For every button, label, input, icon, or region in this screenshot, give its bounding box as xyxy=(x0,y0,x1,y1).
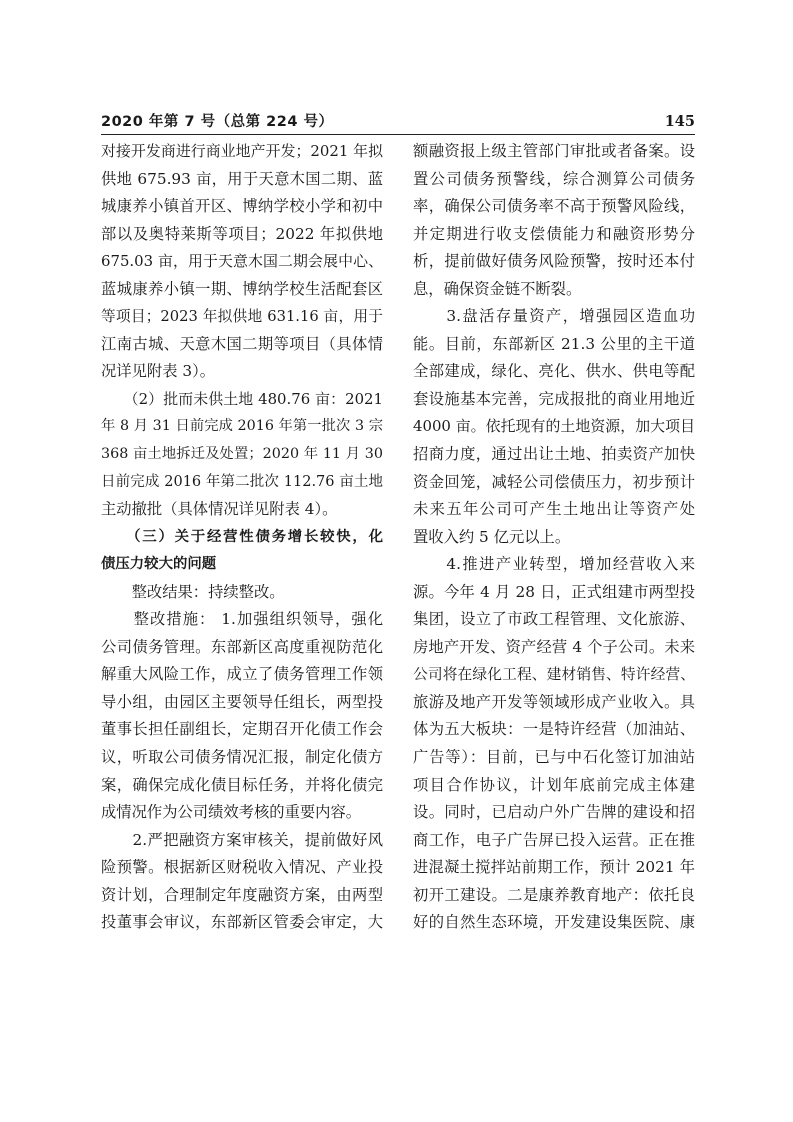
text-line: 旅游及地产开发等领域形成产业收入。具 xyxy=(413,692,695,711)
text-line: 未来五年公司可产生土地出让等资产处 xyxy=(413,500,695,519)
text-line: 额融资报上级主管部门审批或者备案。设 xyxy=(413,142,695,160)
text-line: 项目合作协议，计划年底前完成主体建 xyxy=(413,775,695,794)
text-line: 源。今年 4 月 28 日，正式组建市两型投 xyxy=(413,582,695,601)
text-line: 集团，设立了市政工程管理、文化旅游、 xyxy=(413,610,695,629)
text-line: 368 亩土地拆迁及处置；2020 年 11 月 30 xyxy=(101,446,383,463)
text-line: 整改结果：持续整改。 xyxy=(101,582,285,601)
text-line: 率，确保公司债务率不高于预警风险线， xyxy=(413,197,695,216)
text-line: 设。同时，已启动户外广告牌的建设和招 xyxy=(413,803,695,822)
text-line: 日前完成 2016 年第二批次 112.76 亩土地 xyxy=(101,473,383,490)
text-line: 案，确保完成化债目标任务，并将化债完 xyxy=(101,775,383,794)
text-line: 2.严把融资方案审核关，提前做好风 xyxy=(101,830,383,849)
text-line: 成情况作为公司绩效考核的重要内容。 xyxy=(101,803,362,822)
text-line: 投董事会审议，东部新区管委会审定，大 xyxy=(101,913,383,932)
header-rule xyxy=(101,134,695,135)
text-line: 4000 亩。依托现有的土地资源，加大项目 xyxy=(413,417,695,436)
text-line: 析，提前做好债务风险预警，按时还本付 xyxy=(413,252,695,271)
text-line: 主动撤批（具体情况详见附表 4）。 xyxy=(101,500,338,519)
text-line: 整改措施： 1.加强组织领导，强化 xyxy=(101,610,383,629)
text-line: 债压力较大的问题 xyxy=(101,556,217,573)
text-line: （三）关于经营性债务增长较快，化 xyxy=(101,528,383,545)
text-line: 部以及奥特莱斯等项目；2022 年拟供地 xyxy=(101,224,383,243)
text-line: 议，听取公司债务情况汇报，制定化债方 xyxy=(101,748,383,767)
right-column xyxy=(413,138,695,937)
text-line: 好的自然生态环境，开发建设集医院、康 xyxy=(413,913,695,932)
text-line: 资金回笼，减轻公司偿债压力，初步预计 xyxy=(413,472,695,491)
journal-issue: 2020 年第 7 号（总第 224 号） xyxy=(101,114,334,130)
page-number: 145 xyxy=(664,113,695,130)
text-line: 年 8 月 31 日前完成 2016 年第一批次 3 宗 xyxy=(101,418,383,435)
text-line: 江南古城、天意木国二期等项目（具体情 xyxy=(101,334,383,353)
text-line: 进混凝土搅拌站前期工作，预计 2021 年 xyxy=(413,858,695,877)
text-line: 广告等）：目前，已与中石化签订加油站 xyxy=(413,748,695,767)
text-line: 体为五大板块：一是特许经营（加油站、 xyxy=(413,720,695,739)
text-line: （2）批而未供土地 480.76 亩：2021 xyxy=(101,389,383,408)
text-line: 房地产开发、资产经营 4 个子公司。未来 xyxy=(413,637,695,656)
text-line: 套设施基本完善，完成报批的商业用地近 xyxy=(413,389,695,408)
text-line: 险预警。根据新区财税收入情况、产业投 xyxy=(101,858,383,877)
text-line: 解重大风险工作，成立了债务管理工作领 xyxy=(101,665,383,684)
text-line: 息，确保资金链不断裂。 xyxy=(413,279,582,298)
text-line: 等项目；2023 年拟供地 631.16 亩，用于 xyxy=(101,308,383,326)
text-line: 董事长担任副组长，定期召开化债工作会 xyxy=(101,720,383,739)
text-line: 供地 675.93 亩，用于天意木国二期、蓝 xyxy=(101,169,383,188)
text-line: 导小组，由园区主要领导任组长，两型投 xyxy=(101,692,383,711)
text-line: 全部建成，绿化、亮化、供水、供电等配 xyxy=(413,362,695,381)
text-line: 城康养小镇首开区、博纳学校小学和初中 xyxy=(101,197,383,216)
running-header xyxy=(101,112,695,134)
text-line: 招商力度，通过出让土地、拍卖资产加快 xyxy=(413,445,695,464)
text-line: 资计划，合理制定年度融资方案，由两型 xyxy=(101,885,383,904)
text-line: 蓝城康养小镇一期、博纳学校生活配套区 xyxy=(101,279,383,298)
text-line: 并定期进行收支偿债能力和融资形势分 xyxy=(413,224,695,243)
text-line: 3.盘活存量资产，增强园区造血功 xyxy=(413,307,695,326)
text-line: 况详见附表 3）。 xyxy=(101,362,216,381)
text-line: 公司债务管理。东部新区高度重视防范化 xyxy=(101,637,383,656)
text-line: 675.03 亩，用于天意木国二期会展中心、 xyxy=(101,252,383,271)
text-line: 公司将在绿化工程、建材销售、特许经营、 xyxy=(413,666,695,684)
text-line: 商工作，电子广告屏已投入运营。正在推 xyxy=(413,830,695,849)
text-line: 能。目前，东部新区 21.3 公里的主干道 xyxy=(413,334,695,353)
text-line: 置收入约 5 亿元以上。 xyxy=(413,527,571,546)
text-line: 初开工建设。二是康养教育地产：依托良 xyxy=(413,885,695,904)
text-line: 置公司债务预警线，综合测算公司债务 xyxy=(413,169,695,188)
text-line: 4.推进产业转型，增加经营收入来 xyxy=(413,555,695,574)
left-column xyxy=(101,138,383,937)
text-line: 对接开发商进行商业地产开发；2021 年拟 xyxy=(101,142,383,160)
